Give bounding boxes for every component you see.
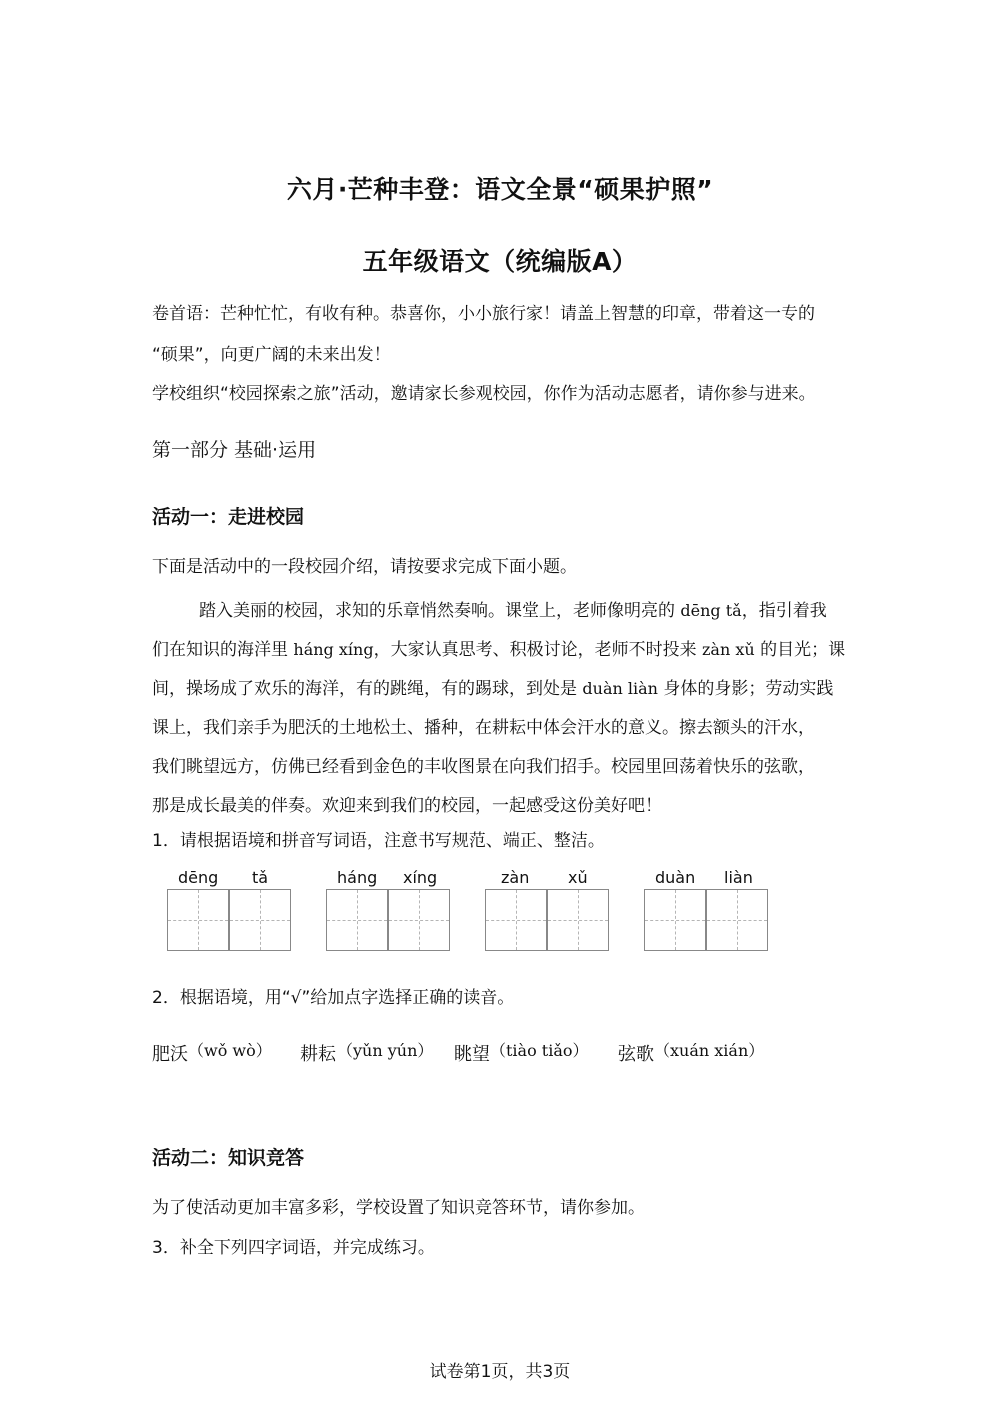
writing-box[interactable] [485, 889, 547, 951]
pinyin-hangxing: háng xíng [293, 640, 374, 659]
page-title: 六月·芒种丰登：语文全景“硕果护照” [286, 175, 714, 204]
writing-box[interactable] [547, 889, 609, 951]
passage-line-3: 间，操场成了欢乐的海洋，有的跳绳，有的踢球，到处是 duàn liàn 身体的身影；劳动实践 [152, 679, 834, 699]
question-2: 2．根据语境，用“√”给加点字选择正确的读音。 [152, 988, 515, 1008]
writing-box[interactable] [388, 889, 450, 951]
activity-2-heading: 活动二：知识竞答 [152, 1147, 305, 1169]
pinyin-duanlian: duàn liàn [582, 679, 658, 698]
intro-line-1: 卷首语：芒种忙忙，有收有种。恭喜你，小小旅行家！请盖上智慧的印章，带着这一专的 [152, 304, 815, 324]
passage-line-6: 那是成长最美的伴奏。欢迎来到我们的校园，一起感受这份美好吧！ [152, 796, 662, 816]
question-3: 3．补全下列四字词语，并完成练习。 [152, 1238, 435, 1258]
intro-line-2: “硕果”，向更广阔的未来出发！ [152, 345, 391, 365]
pinyin-denta: dēng tǎ [680, 601, 742, 620]
pinyin-label: dēng [178, 868, 219, 887]
pinyin-label: xǔ [568, 868, 588, 887]
activity-1-heading: 活动一：走进校园 [152, 506, 305, 528]
q2-options[interactable]: （xuán xián） [654, 1041, 765, 1060]
activity-1-intro: 下面是活动中的一段校园介绍，请按要求完成下面小题。 [152, 557, 577, 577]
q2-word: 弦歌 [618, 1044, 654, 1065]
pinyin-label: duàn [655, 868, 696, 887]
q2-options[interactable]: （yǔn yún） [337, 1041, 434, 1060]
pinyin-zanxu: zàn xǔ [701, 640, 755, 659]
pinyin-label: liàn [724, 868, 753, 887]
question-1: 1．请根据语境和拼音写词语，注意书写规范、端正、整洁。 [152, 831, 605, 851]
pinyin-label: zàn [501, 868, 530, 887]
q2-word: 肥沃 [152, 1044, 188, 1065]
q2-options[interactable]: （wǒ wò） [188, 1041, 272, 1060]
passage-line-1: 踏入美丽的校园，求知的乐章悄然奏响。课堂上，老师像明亮的 dēng tǎ，指引着我 [199, 601, 827, 621]
writing-box[interactable] [644, 889, 706, 951]
pinyin-label: xíng [403, 868, 438, 887]
writing-box[interactable] [229, 889, 291, 951]
page-footer: 试卷第1页，共3页 [429, 1362, 571, 1382]
part-1-heading: 第一部分 基础·运用 [152, 439, 317, 461]
writing-box[interactable] [326, 889, 388, 951]
pinyin-label: tǎ [252, 868, 269, 887]
q2-word: 眺望 [454, 1044, 490, 1065]
activity-2-intro: 为了使活动更加丰富多彩，学校设置了知识竞答环节，请你参加。 [152, 1198, 645, 1218]
passage-line-4: 课上，我们亲手为肥沃的土地松土、播种，在耕耘中体会汗水的意义。擦去额头的汗水， [152, 718, 815, 738]
pinyin-label: háng [337, 868, 378, 887]
q2-word: 耕耘 [300, 1044, 336, 1065]
passage-line-2: 们在知识的海洋里 háng xíng，大家认真思考、积极讨论，老师不时投来 zàn xǔ 的目光；课 [152, 640, 846, 660]
intro-line-3: 学校组织“校园探索之旅”活动，邀请家长参观校园，你作为活动志愿者，请你参与进来。 [152, 384, 816, 404]
passage-line-5: 我们眺望远方，仿佛已经看到金色的丰收图景在向我们招手。校园里回荡着快乐的弦歌， [152, 757, 815, 777]
page-subtitle: 五年级语文（统编版A） [362, 247, 638, 276]
q2-options[interactable]: （tiào tiǎo） [490, 1041, 589, 1060]
writing-box[interactable] [706, 889, 768, 951]
writing-box[interactable] [167, 889, 229, 951]
